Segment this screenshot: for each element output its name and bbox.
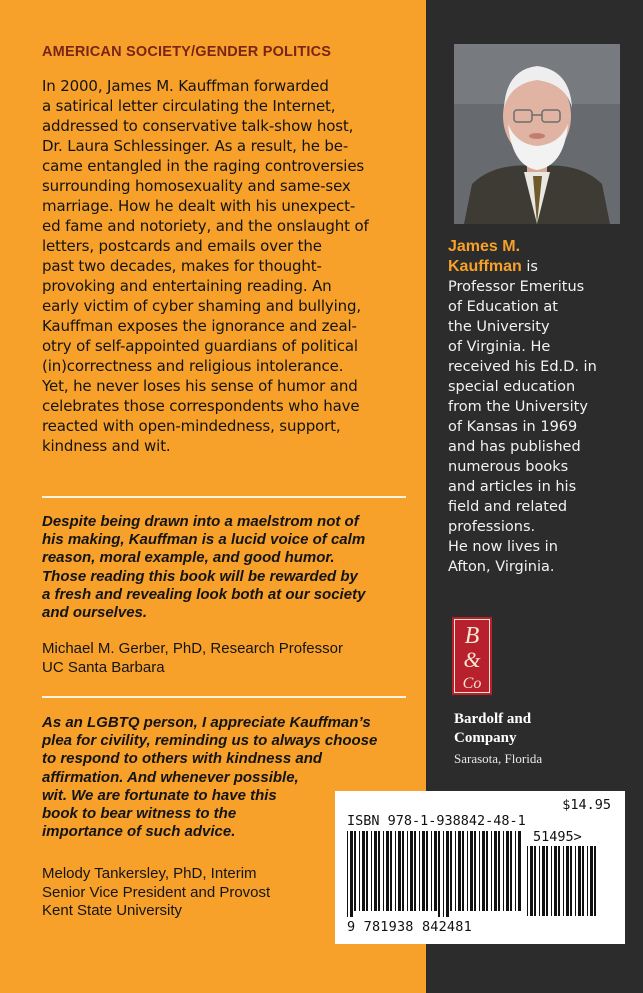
bio-line: and has published xyxy=(448,439,581,455)
publisher-name-line2: Company xyxy=(454,730,517,746)
barcode-bar xyxy=(362,831,365,911)
barcode-bar xyxy=(482,831,485,911)
barcode-bar xyxy=(450,831,452,911)
barcode-bar xyxy=(510,831,512,911)
barcode-bar xyxy=(551,846,552,916)
barcode-bar xyxy=(431,831,432,911)
svg-text:B: B xyxy=(464,623,480,649)
barcode-bar xyxy=(458,831,461,911)
barcode-bar xyxy=(419,831,420,911)
barcode-bar xyxy=(566,846,569,916)
category-label: AMERICAN SOCIETY/GENDER POLITICS xyxy=(42,44,332,60)
author-name-line2: Kauffman xyxy=(448,258,522,275)
quote1-line: his making, Kauffman is a lucid voice of calm xyxy=(42,531,366,549)
barcode-bar xyxy=(470,831,473,911)
barcode-bar xyxy=(518,831,521,911)
barcode-bar xyxy=(390,831,392,911)
blurb-line: ed fame and notoriety, and the onslaught of xyxy=(42,217,369,235)
bio-line: professions. xyxy=(448,519,536,535)
barcode-bar xyxy=(366,831,368,911)
bio-line: special education xyxy=(448,379,576,395)
blurb-line: kindness and wit. xyxy=(42,437,171,455)
barcode-bar xyxy=(530,846,533,916)
quote1-line: reason, moral example, and good humor. xyxy=(42,549,335,567)
barcode-bar xyxy=(474,831,476,911)
barcode-bar xyxy=(378,831,380,911)
quote1-line: Despite being drawn into a maelstrom not of xyxy=(42,513,359,530)
blurb-line: otry of self-appointed guardians of political xyxy=(42,337,358,355)
bio-line: from the University xyxy=(448,399,588,415)
bio-line: and articles in his xyxy=(448,479,577,495)
barcode-bar xyxy=(462,831,464,911)
bio-line: the University xyxy=(448,319,550,335)
barcode-bar xyxy=(590,846,593,916)
barcode-bar xyxy=(455,831,456,911)
addon-barcode xyxy=(527,846,599,934)
blurb-line: letters, postcards and emails over the xyxy=(42,237,322,255)
barcode-bar xyxy=(443,831,444,917)
price-label: $14.95 xyxy=(562,797,611,813)
quote-gerber xyxy=(42,513,365,622)
book-blurb xyxy=(42,76,414,456)
attrib1-line: Michael M. Gerber, PhD, Research Professor xyxy=(42,640,343,657)
barcode-bar xyxy=(594,846,596,916)
svg-text:&: & xyxy=(463,647,481,672)
barcode-bar xyxy=(350,831,353,917)
barcode-bar xyxy=(359,831,360,911)
barcode-bar xyxy=(434,831,437,911)
bio-line: of Kansas in 1969 xyxy=(448,419,578,435)
blurb-line: surrounding homosexuality and same-sex xyxy=(42,177,351,195)
quote2-line: to respond to others with kindness and xyxy=(42,750,323,768)
quote2-line: book to bear witness to the xyxy=(42,805,237,823)
attrib2-line: Senior Vice President and Provost xyxy=(42,883,271,901)
quote1-line: Those reading this book will be rewarded by xyxy=(42,567,358,585)
ean-digits: 9 781938 842481 xyxy=(347,919,472,935)
blurb-line: Dr. Laura Schlessinger. As a result, he be- xyxy=(42,137,349,155)
barcode-bar xyxy=(422,831,425,911)
barcode-bar xyxy=(407,831,408,911)
author-photo xyxy=(454,44,620,224)
blurb-line: provoking and entertaining reading. An xyxy=(42,277,332,295)
blurb-line: Yet, he never loses his sense of humor and xyxy=(42,377,358,395)
barcode-bar xyxy=(570,846,572,916)
blurb-line: addressed to conservative talk-show host, xyxy=(42,117,354,135)
quote-tankersley xyxy=(42,714,377,841)
publisher-name-line1: Bardolf and xyxy=(454,711,532,727)
quote2-line: importance of such advice. xyxy=(42,823,236,841)
ean-barcode xyxy=(347,831,523,919)
bio-line: numerous books xyxy=(448,459,569,475)
attrib2-line: Kent State University xyxy=(42,902,183,919)
blurb-line: a satirical letter circulating the Internet, xyxy=(42,97,336,115)
divider-bottom xyxy=(42,696,406,698)
quote1-line: and ourselves. xyxy=(42,604,148,622)
barcode-bar xyxy=(446,831,449,917)
barcode-bar xyxy=(491,831,492,911)
barcode-bar xyxy=(486,831,488,911)
barcode-bar xyxy=(498,831,500,911)
barcode-bar xyxy=(402,831,404,911)
bio-line: received his Ed.D. in xyxy=(448,359,597,375)
barcode-bar xyxy=(534,846,536,916)
divider-top xyxy=(42,496,406,498)
blurb-line: came entangled in the raging controversies xyxy=(42,157,365,175)
quote2-line: plea for civility, reminding us to always choose xyxy=(42,732,378,750)
barcode-box xyxy=(335,791,625,944)
blurb-line: In 2000, James M. Kauffman forwarded xyxy=(42,77,329,95)
blurb-line: marriage. How he dealt with his unexpect- xyxy=(42,197,356,215)
barcode-bar xyxy=(587,846,588,916)
bio-line: Professor Emeritus xyxy=(448,279,585,295)
author-bio xyxy=(448,237,638,577)
publisher-city: Sarasota, Florida xyxy=(454,751,543,766)
attribution-gerber xyxy=(42,640,343,677)
blurb-line: reacted with open-mindedness, support, xyxy=(42,417,341,435)
blurb-line: (in)correctness and religious intolerance. xyxy=(42,357,344,375)
author-name-line1: James M. xyxy=(448,238,521,255)
bio-line: of Virginia. He xyxy=(448,339,551,355)
bio-line: of Education at xyxy=(448,299,558,315)
barcode-bar xyxy=(395,831,396,911)
bio-line: He now lives in xyxy=(448,539,558,555)
quote2-line: As an LGBTQ person, I appreciate Kauffman’s xyxy=(42,714,371,731)
isbn-label: ISBN 978-1-938842-48-1 xyxy=(347,813,526,829)
attrib1-line: UC Santa Barbara xyxy=(42,658,165,676)
svg-text:Co: Co xyxy=(462,675,482,692)
barcode-bar xyxy=(503,831,504,911)
publisher-info xyxy=(454,710,542,770)
barcode-bar xyxy=(354,831,356,911)
barcode-bar xyxy=(546,846,548,916)
barcode-bar xyxy=(539,846,540,916)
barcode-bar xyxy=(426,831,428,911)
quote2-line: wit. We are fortunate to have this xyxy=(42,786,277,804)
barcode-bar xyxy=(467,831,468,911)
barcode-bar xyxy=(479,831,480,911)
barcode-bar xyxy=(575,846,576,916)
barcode-bar xyxy=(515,831,516,911)
blurb-line: Kauffman exposes the ignorance and zeal- xyxy=(42,317,357,335)
barcode-bar xyxy=(542,846,545,916)
barcode-bar xyxy=(371,831,372,911)
barcode-bar xyxy=(414,831,416,911)
barcode-bar xyxy=(527,846,528,916)
barcode-bar xyxy=(438,831,440,917)
bio-line: field and related xyxy=(448,499,568,515)
blurb-line: early victim of cyber shaming and bullying, xyxy=(42,297,361,315)
barcode-bar xyxy=(374,831,377,911)
attribution-tankersley xyxy=(42,865,270,921)
author-name-suffix: is xyxy=(521,259,538,275)
quote2-line: affirmation. And whenever possible, xyxy=(42,768,299,786)
barcode-bar xyxy=(582,846,584,916)
barcode-bar xyxy=(347,831,348,917)
blurb-line: celebrates those correspondents who have xyxy=(42,397,360,415)
barcode-bar xyxy=(563,846,564,916)
attrib2-line: Melody Tankersley, PhD, Interim xyxy=(42,865,257,882)
bio-line: Afton, Virginia. xyxy=(448,559,555,575)
barcode-bar xyxy=(506,831,509,911)
barcode-bar xyxy=(494,831,497,911)
barcode-bar xyxy=(554,846,557,916)
blurb-line: past two decades, makes for thought- xyxy=(42,257,322,275)
barcode-bar xyxy=(383,831,384,911)
barcode-bar xyxy=(558,846,560,916)
addon-digits: 51495> xyxy=(533,829,582,845)
publisher-logo xyxy=(452,617,492,695)
quote1-line: a fresh and revealing look both at our society xyxy=(42,585,366,603)
barcode-bar xyxy=(578,846,581,916)
barcode-bar xyxy=(398,831,401,911)
barcode-bar xyxy=(386,831,389,911)
barcode-bar xyxy=(410,831,413,911)
